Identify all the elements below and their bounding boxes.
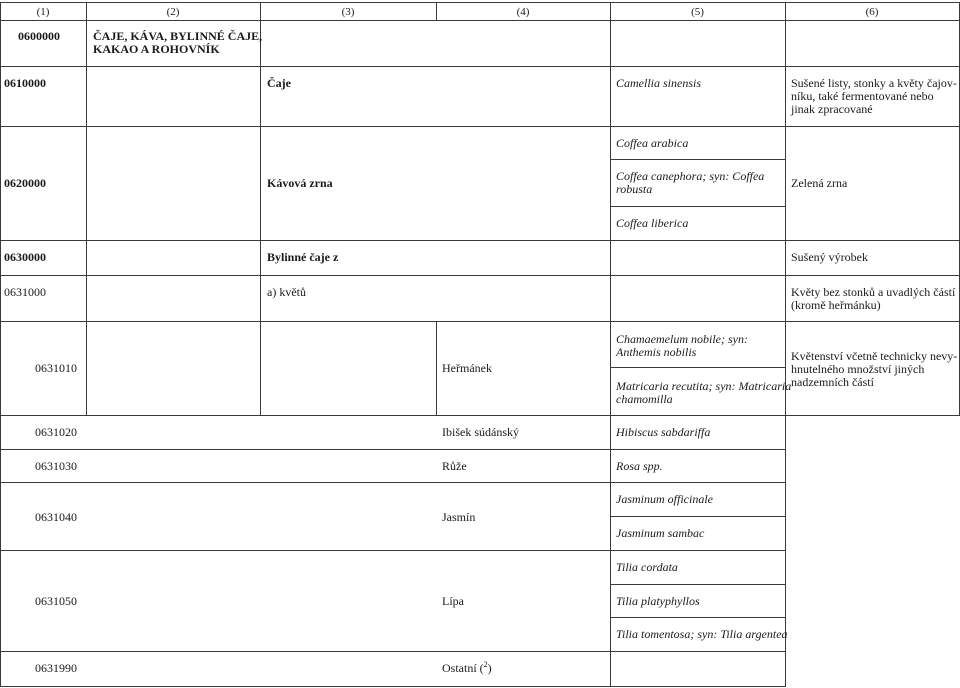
- code-0631000: 0631000: [4, 285, 46, 299]
- rule: [610, 584, 785, 585]
- code-0631040: 0631040: [35, 510, 77, 524]
- species-tilia-platyphyllos: Tilia platyphyllos: [616, 594, 700, 608]
- product-name-lipa: Lípa: [442, 594, 464, 608]
- rule: [86, 2, 87, 416]
- species-jasminum-officinale: Jasminum officinale: [616, 492, 713, 506]
- species-hibiscus: Hibiscus sabdariffa: [616, 425, 711, 439]
- rule: [610, 159, 785, 160]
- rule: [0, 321, 960, 322]
- rule: [260, 2, 261, 416]
- rule: [0, 482, 785, 483]
- rule: [610, 367, 785, 368]
- product-name-ostatni: [442, 661, 492, 675]
- code-0631030: 0631030: [35, 459, 77, 473]
- rule: [610, 2, 611, 687]
- column-header-6: (6): [865, 6, 879, 18]
- rule: [0, 550, 785, 551]
- code-0600000: 0600000: [18, 29, 60, 43]
- rule: [610, 516, 785, 517]
- rule: [0, 275, 960, 276]
- product-name-bylinne-caje: Bylinné čaje z: [267, 250, 339, 264]
- species-tilia-cordata: Tilia cordata: [616, 560, 678, 574]
- species-coffea-canephora-line-1: Coffea canephora; syn: Coffea: [616, 169, 765, 183]
- column-header-4: (4): [516, 6, 530, 18]
- product-name-kavova-zrna: Kávová zrna: [267, 176, 333, 190]
- species-chamaemelum-line-2: Anthemis nobilis: [616, 345, 697, 359]
- species-jasminum-sambac: Jasminum sambac: [616, 526, 705, 540]
- part-description: Sušený výrobek: [791, 250, 868, 264]
- code-0630000: 0630000: [4, 250, 46, 264]
- column-header-1: (1): [36, 6, 50, 18]
- rule: [436, 321, 437, 416]
- code-0631990: 0631990: [35, 661, 77, 675]
- species-matricaria-line-1: Matricaria recutita; syn: Matricaria: [616, 379, 792, 393]
- column-header-5: (5): [691, 6, 704, 18]
- rule: [0, 449, 785, 450]
- species-matricaria-line-2: chamomilla: [616, 392, 673, 406]
- rule: [0, 240, 960, 241]
- species-tilia-tomentosa: Tilia tomentosa; syn: Tilia argentea: [616, 627, 788, 641]
- code-0610000: 0610000: [4, 76, 46, 90]
- product-name-ostatni-text: Ostatní (: [442, 661, 484, 675]
- column-header-2: (2): [166, 6, 180, 18]
- rule: [0, 651, 785, 652]
- footnote-reference: 2: [483, 660, 488, 669]
- code-0631050: 0631050: [35, 594, 77, 608]
- product-name-kvetu: a) květů: [267, 285, 306, 299]
- species-camellia: Camellia sinensis: [616, 76, 702, 90]
- group-name-line-1: ČAJE, KÁVA, BYLINNÉ ČAJE,: [93, 29, 263, 43]
- species-coffea-canephora-line-2: robusta: [616, 182, 653, 196]
- species-chamaemelum-line-1: Chamaemelum nobile; syn:: [616, 332, 748, 346]
- part-description-line-1: Sušené listy, stonky a květy čajov-: [791, 76, 957, 90]
- rule: [0, 20, 960, 21]
- rule: [0, 2, 960, 3]
- rule: [0, 2, 1, 687]
- part-description-line-3: nadzemních částí: [791, 375, 874, 389]
- part-description: Zelená zrna: [791, 176, 848, 190]
- code-0631020: 0631020: [35, 425, 77, 439]
- code-0620000: 0620000: [4, 176, 46, 190]
- product-name-ibisek: Ibišek súdánský: [442, 425, 519, 439]
- rule: [610, 617, 785, 618]
- product-name-caje: Čaje: [267, 76, 291, 90]
- rule: [610, 206, 785, 207]
- code-0631010: 0631010: [35, 361, 77, 375]
- rule: [0, 126, 960, 127]
- part-description-line-3: jinak zpracované: [791, 102, 873, 116]
- rule: [0, 686, 785, 687]
- part-description-line-1: Květy bez stonků a uvadlých částí: [791, 285, 956, 299]
- product-name-ostatni-close: ): [487, 661, 492, 675]
- group-name-line-2: KAKAO A ROHOVNÍK: [93, 42, 220, 56]
- product-name-ruze: Růže: [442, 459, 467, 473]
- species-coffea-liberica: Coffea liberica: [616, 216, 689, 230]
- part-description-line-1: Květenství včetně technicky nevy-: [791, 349, 958, 363]
- species-coffea-arabica: Coffea arabica: [616, 136, 689, 150]
- column-header-3: (3): [341, 6, 355, 18]
- part-description-line-2: níku, také fermentované nebo: [791, 89, 934, 103]
- product-name-hermanek: Heřmánek: [442, 361, 492, 375]
- species-rosa: Rosa spp.: [616, 459, 663, 473]
- rule: [785, 2, 786, 687]
- part-description-line-2: hnutelného množství jiných: [791, 362, 925, 376]
- rule: [0, 415, 960, 416]
- product-name-jasmin: Jasmín: [442, 510, 476, 524]
- part-description-line-2: (kromě heřmánku): [791, 298, 881, 312]
- rule: [0, 66, 960, 67]
